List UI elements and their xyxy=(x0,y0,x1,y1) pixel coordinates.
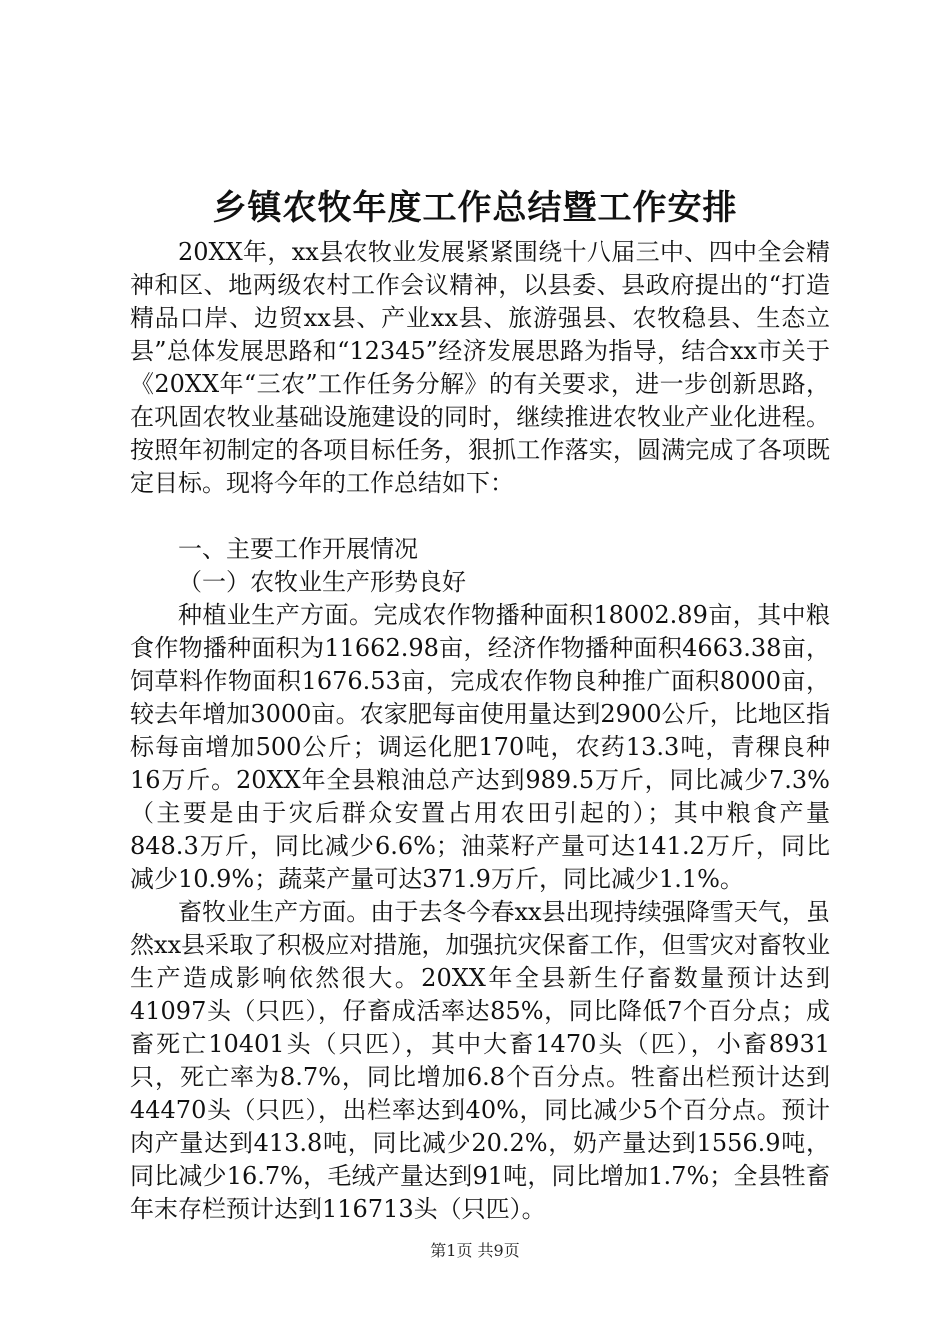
page-footer: 第1页 共9页 xyxy=(430,1241,520,1260)
livestock-paragraph: 畜牧业生产方面。由于去冬今春xx县出现持续强降雪天气，虽然xx县采取了积极应对措施，加强抗灾保畜工作，但雪灾对畜牧业生产造成影响依然很大。20XX年全县新生仔畜数量预计达到41097头（只匹），仔畜成活率达85%，同比降低7个百分点；成畜死亡10401头（只匹），其中大畜1470头（匹），小畜8931只，死亡率为8.7%，同比增加6.8个百分点。牲畜出栏预计达到44470头（只匹），出栏率达到40%，同比减少5个百分点。预计肉产量达到413.8吨，同比减少20.2%，奶产量达到1556.9吨，同比减少16.7%，毛绒产量达到91吨，同比增加1.7%；全县牲畜年末存栏预计达到116713头（只匹）。 xyxy=(130,898,830,1223)
paragraph-spacer xyxy=(130,500,830,533)
planting-paragraph: 种植业生产方面。完成农作物播种面积18002.89亩，其中粮食作物播种面积为11662.98亩，经济作物播种面积4663.38亩，饲草料作物面积1676.53亩，完成农作物良种推广面积8000亩，较去年增加3000亩。农家肥每亩使用量达到2900公斤，比地区指标每亩增加500公斤；调运化肥170吨，农药13.3吨，青稞良种16万斤。20XX年全县粮油总产达到989.5万斤，同比减少7.3%（主要是由于灾后群众安置占用农田引起的）；其中粮食产量848.3万斤，同比减少6.6%；油菜籽产量可达141.2万斤，同比减少10.9%；蔬菜产量可达371.9万斤，同比减少1.1%。 xyxy=(130,601,830,893)
subsection-heading: （一）农牧业生产形势良好 xyxy=(178,568,466,596)
section-heading: 一、主要工作开展情况 xyxy=(178,535,418,563)
intro-paragraph: 20XX年，xx县农牧业发展紧紧围绕十八届三中、四中全会精神和区、地两级农村工作会议精神，以县委、县政府提出的“打造精品口岸、边贸xx县、产业xx县、旅游强县、农牧稳县、生态立县”总体发展思路和“12345”经济发展思路为指导，结合xx市关于《20XX年“三农”工作任务分解》的有关要求，进一步创新思路，在巩固农牧业基础设施建设的同时，继续推进农牧业产业化进程。按照年初制定的各项目标任务，狠抓工作落实，圆满完成了各项既定目标。现将今年的工作总结如下： xyxy=(130,238,830,497)
document-body xyxy=(130,236,830,1226)
document-title: 乡镇农牧年度工作总结暨工作安排 xyxy=(212,188,738,228)
